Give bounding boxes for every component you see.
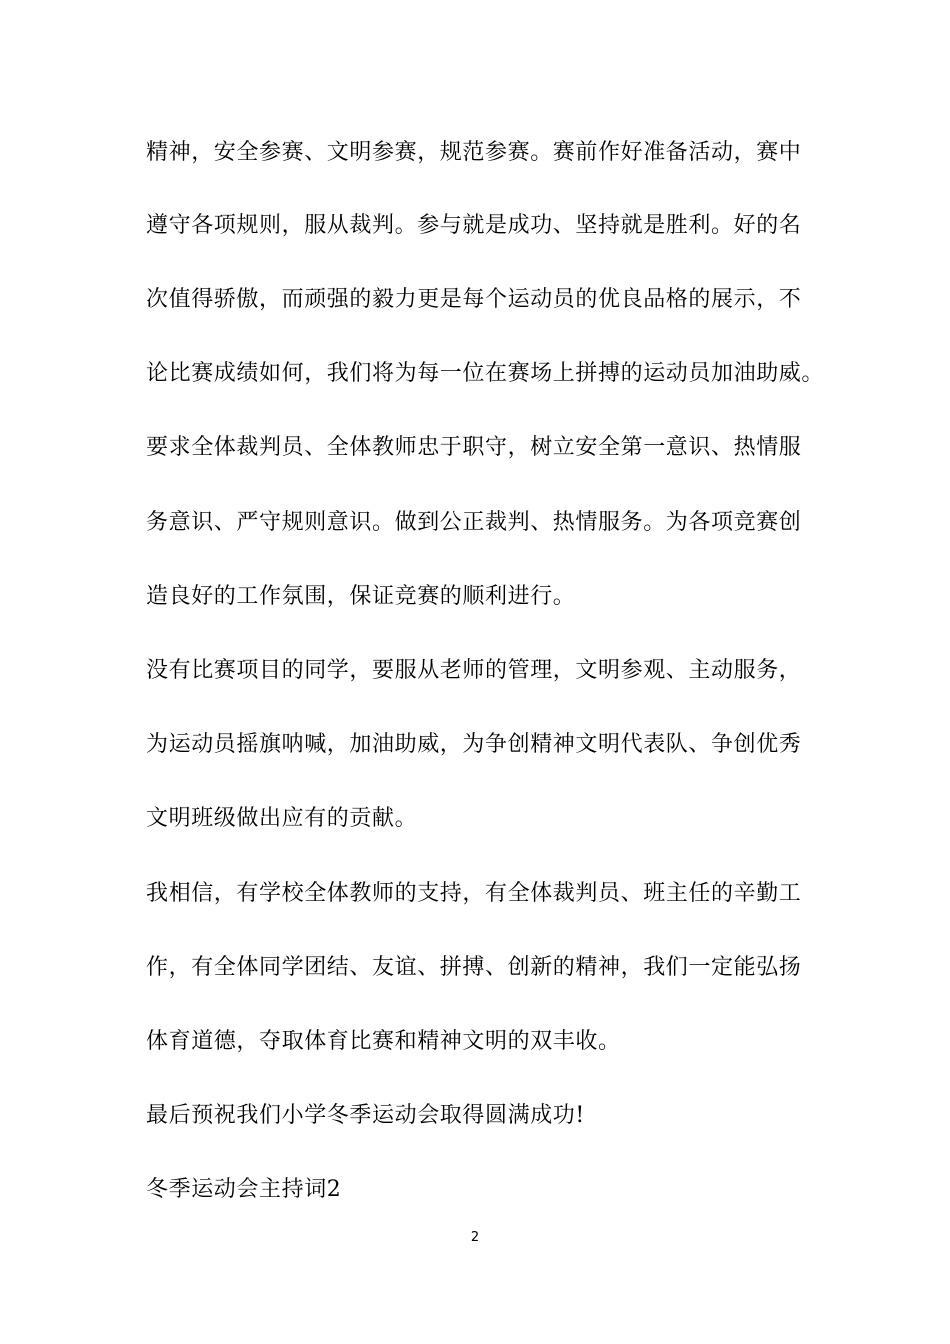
text-line: 没有比赛项目的同学，要服从老师的管理，文明参观、主动服务， xyxy=(146,658,802,683)
text-line: 我相信，有学校全体教师的支持，有全体裁判员、班主任的辛勤工 xyxy=(146,881,802,906)
page-number: 2 xyxy=(470,1230,480,1245)
text-line: 文明班级做出应有的贡献。 xyxy=(146,806,418,831)
text-line: 体育道德，夺取体育比赛和精神文明的双丰收。 xyxy=(146,1029,621,1054)
text-line: 遵守各项规则，服从裁判。参与就是成功、坚持就是胜利。好的名 xyxy=(146,213,802,238)
section-heading: 冬季运动会主持词2 xyxy=(146,1177,342,1202)
text-line: 为运动员摇旗呐喊，加油助威，为争创精神文明代表队、争创优秀 xyxy=(146,732,802,757)
text-line: 要求全体裁判员、全体教师忠于职守，树立安全第一意识、热情服 xyxy=(146,435,802,460)
text-line: 精神，安全参赛、文明参赛，规范参赛。赛前作好准备活动，赛中 xyxy=(146,140,802,165)
text-line: 次值得骄傲，而顽强的毅力更是每个运动员的优良品格的展示，不 xyxy=(146,287,802,312)
text-line: 最后预祝我们小学冬季运动会取得圆满成功! xyxy=(146,1103,585,1128)
text-line: 作，有全体同学团结、友谊、拼搏、创新的精神，我们一定能弘扬 xyxy=(146,955,802,980)
text-line: 造良好的工作氛围，保证竞赛的顺利进行。 xyxy=(146,584,576,609)
text-line: 论比赛成绩如何，我们将为每一位在赛场上拼搏的运动员加油助威。 xyxy=(146,361,825,386)
text-line: 务意识、严守规则意识。做到公正裁判、热情服务。为各项竞赛创 xyxy=(146,510,802,535)
